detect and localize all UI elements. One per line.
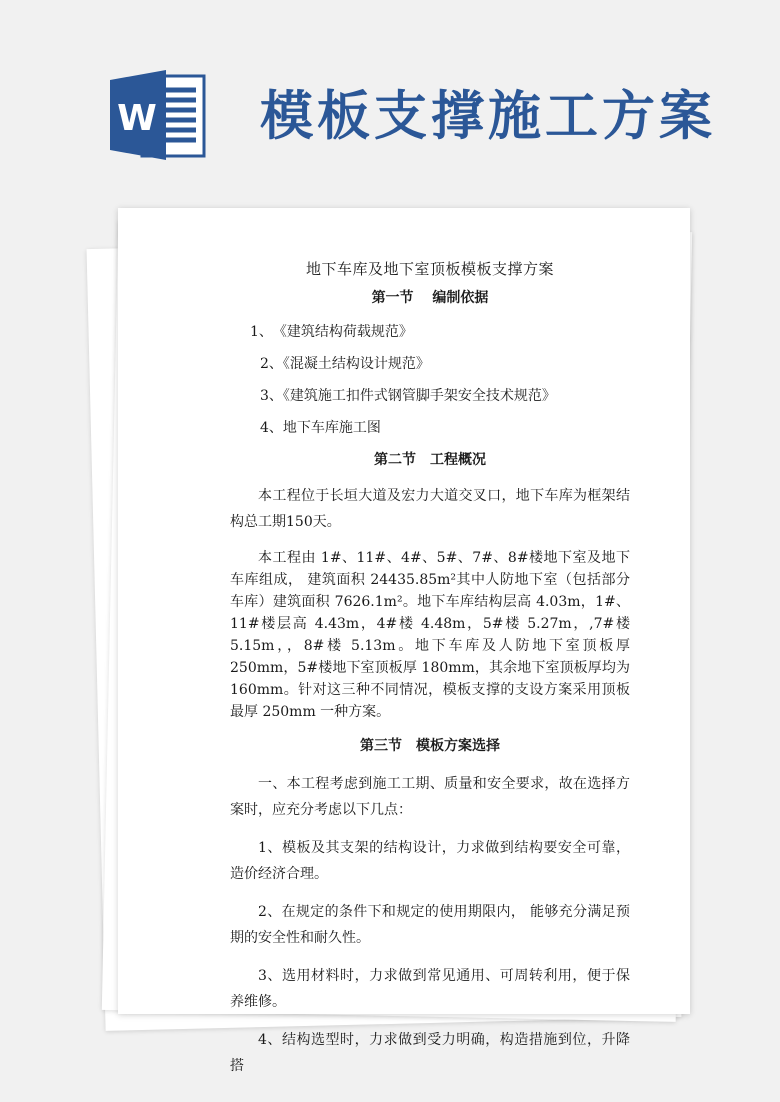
section-heading: 第一节 编制依据 xyxy=(371,290,489,306)
paragraph: 1、模板及其支架的结构设计，力求做到结构要安全可靠，造价经济合理。 xyxy=(230,840,630,882)
document-page xyxy=(118,208,690,1074)
document-title: 地下车库及地下室顶板模板支撑方案 xyxy=(305,260,554,278)
reference-item: 2、《混凝土结构设计规范》 xyxy=(260,356,430,372)
reference-item: 1、 《建筑结构荷载规范》 xyxy=(250,324,413,340)
paragraph: 一、本工程考虑到施工工期、质量和安全要求，故在选择方案时，应充分考虑以下几点： xyxy=(230,776,630,818)
paragraph: 本工程由 1#、11#、4#、5#、7#、8#楼地下室及地下车库组成， 建筑面积 24435.85m²其中人防地下室（包括部分车库）建筑面积 7626.1m²。地下车库结构层高 4.03m，1#、11#楼层高 4.43m，4#楼 4.48m，5#楼 5.27m，,7#楼 5.15m，，8#楼 5.13m。地下车库及人防地下室顶板厚 250mm，5#楼地下室顶板厚 180mm，其余地下室顶板厚均为 160mm。针对这三种不同情况，模板支撑的支设方案采用顶板最厚 250mm 一种方案。 xyxy=(230,550,630,720)
section-heading: 第二节 工程概况 xyxy=(374,452,486,468)
paragraph: 4、结构选型时，力求做到受力明确，构造措施到位，升降搭 xyxy=(230,1032,630,1074)
word-logo-letter: W xyxy=(117,98,157,139)
paragraph: 2、在规定的条件下和规定的使用期限内， 能够充分满足预期的安全性和耐久性。 xyxy=(230,904,630,946)
word-document-icon xyxy=(108,68,208,162)
banner-header xyxy=(0,0,780,190)
banner-title: 模板支撑施工方案 xyxy=(260,85,716,147)
reference-item: 4、地下车库施工图 xyxy=(260,420,381,436)
reference-item: 3、《建筑施工扣件式钢管脚手架安全技术规范》 xyxy=(260,388,556,404)
section-heading: 第三节 模板方案选择 xyxy=(360,738,500,754)
document-body xyxy=(230,258,630,1091)
paragraph: 3、选用材料时，力求做到常见通用、可周转利用，便于保养维修。 xyxy=(230,968,630,1010)
paragraph: 本工程位于长垣大道及宏力大道交叉口，地下车库为框架结构总工期150天。 xyxy=(230,488,630,530)
